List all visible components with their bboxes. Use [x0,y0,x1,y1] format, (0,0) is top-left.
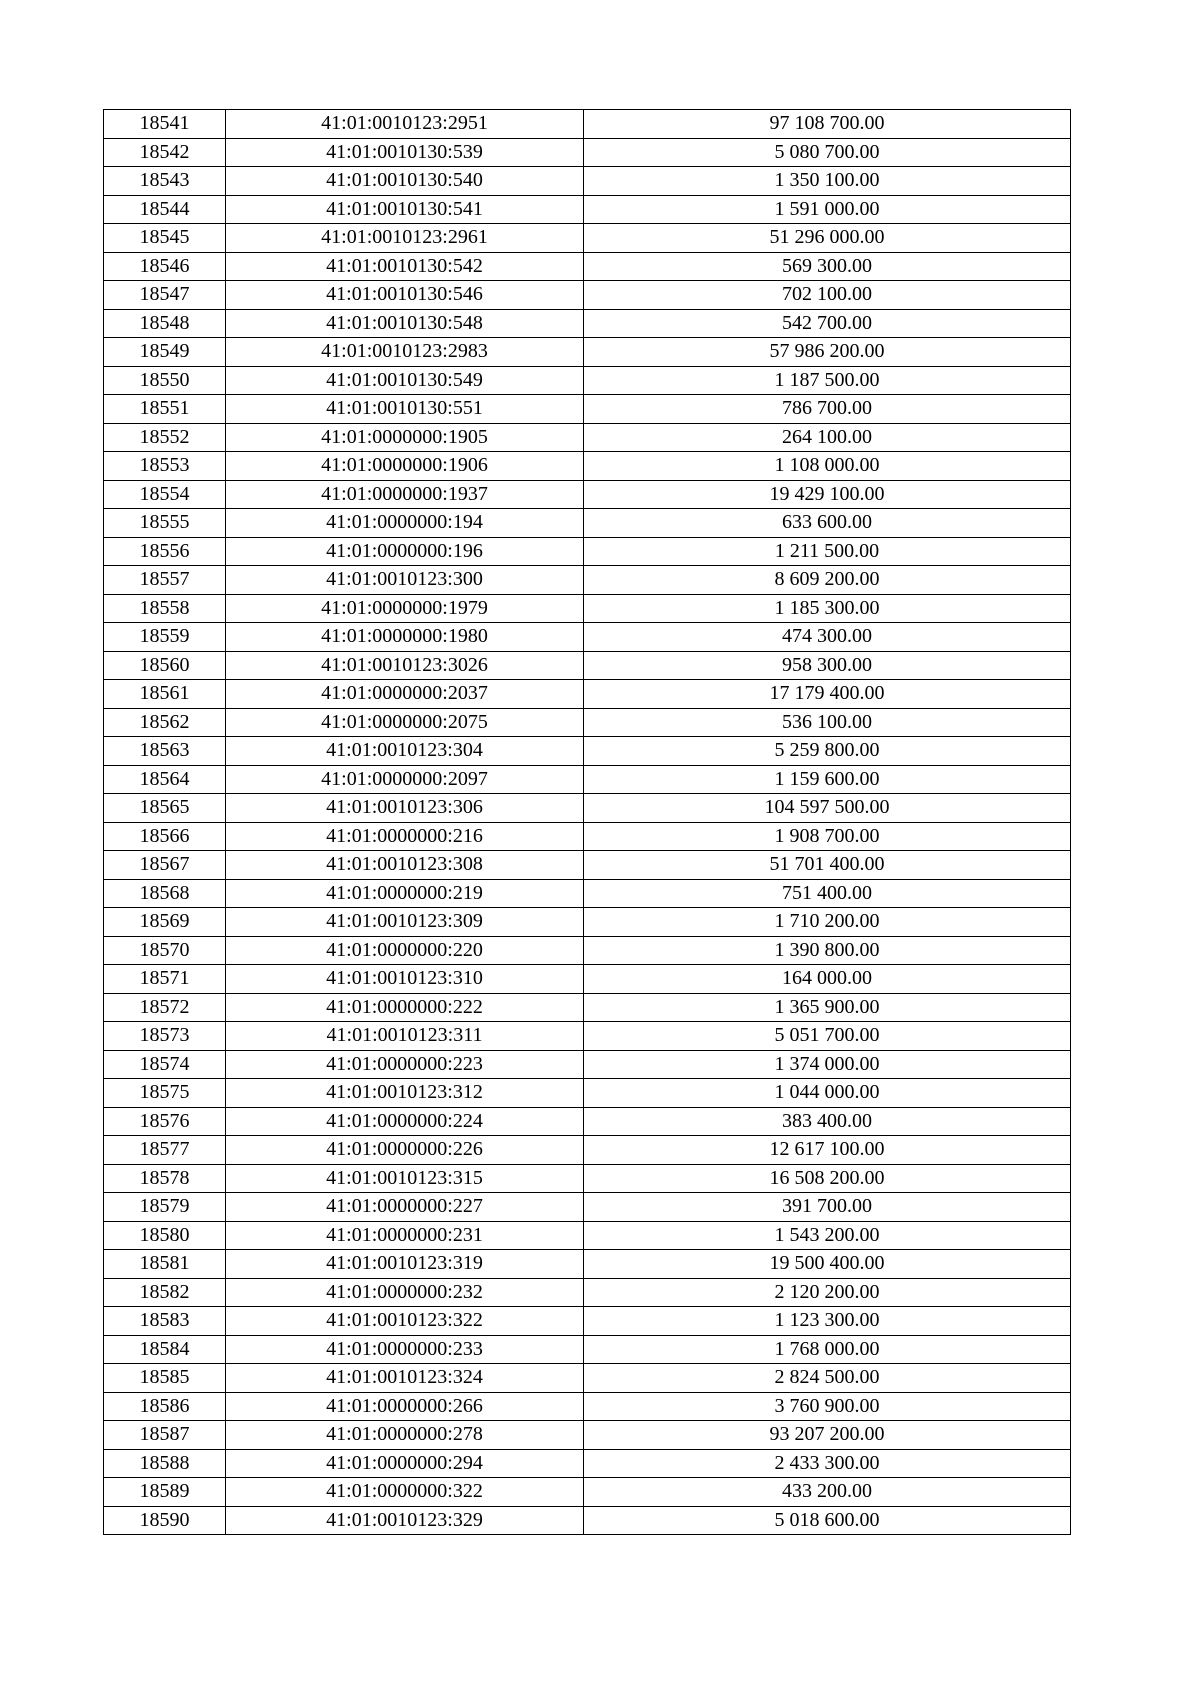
table-row [104,1335,1071,1364]
cadastral-number-cell: 41:01:0010130:541 [226,195,584,224]
cadastral-number-cell: 41:01:0000000:294 [226,1449,584,1478]
row-number-cell: 18555 [104,509,226,538]
row-number-cell: 18558 [104,594,226,623]
table-row [104,480,1071,509]
table-row [104,1164,1071,1193]
cadastral-number-cell: 41:01:0000000:1937 [226,480,584,509]
cadastral-number-cell: 41:01:0010130:539 [226,138,584,167]
row-number-cell: 18549 [104,338,226,367]
cadastral-number-cell: 41:01:0000000:278 [226,1421,584,1450]
cadastral-number-cell: 41:01:0000000:2097 [226,765,584,794]
table-row [104,1250,1071,1279]
table-body [104,110,1071,1535]
row-number-cell: 18589 [104,1478,226,1507]
value-cell: 536 100.00 [584,708,1071,737]
cadastral-number-cell: 41:01:0010130:546 [226,281,584,310]
table-row [104,566,1071,595]
table-row [104,1449,1071,1478]
cadastral-number-cell: 41:01:0000000:194 [226,509,584,538]
row-number-cell: 18565 [104,794,226,823]
value-cell: 104 597 500.00 [584,794,1071,823]
cadastral-number-cell: 41:01:0000000:216 [226,822,584,851]
table-row [104,765,1071,794]
value-cell: 17 179 400.00 [584,680,1071,709]
table-row [104,965,1071,994]
table-row [104,309,1071,338]
table-row [104,224,1071,253]
table-row [104,537,1071,566]
value-cell: 5 080 700.00 [584,138,1071,167]
row-number-cell: 18563 [104,737,226,766]
table-row [104,281,1071,310]
table-row [104,167,1071,196]
row-number-cell: 18545 [104,224,226,253]
row-number-cell: 18557 [104,566,226,595]
row-number-cell: 18564 [104,765,226,794]
row-number-cell: 18571 [104,965,226,994]
cadastral-number-cell: 41:01:0010130:548 [226,309,584,338]
table-row [104,1136,1071,1165]
row-number-cell: 18583 [104,1307,226,1336]
value-cell: 1 591 000.00 [584,195,1071,224]
table-row [104,1079,1071,1108]
table-row [104,594,1071,623]
table-row [104,1421,1071,1450]
table-row [104,338,1071,367]
cadastral-number-cell: 41:01:0000000:222 [226,993,584,1022]
table-row [104,1364,1071,1393]
cadastral-number-cell: 41:01:0000000:231 [226,1221,584,1250]
value-cell: 702 100.00 [584,281,1071,310]
table-row [104,138,1071,167]
cadastral-number-cell: 41:01:0000000:223 [226,1050,584,1079]
row-number-cell: 18543 [104,167,226,196]
cadastral-number-cell: 41:01:0000000:227 [226,1193,584,1222]
cadastral-number-cell: 41:01:0010123:300 [226,566,584,595]
table-row [104,936,1071,965]
cadastral-value-table [103,109,1071,1535]
value-cell: 57 986 200.00 [584,338,1071,367]
cadastral-number-cell: 41:01:0000000:226 [226,1136,584,1165]
row-number-cell: 18570 [104,936,226,965]
row-number-cell: 18547 [104,281,226,310]
table-row [104,1107,1071,1136]
row-number-cell: 18559 [104,623,226,652]
row-number-cell: 18588 [104,1449,226,1478]
cadastral-number-cell: 41:01:0000000:322 [226,1478,584,1507]
row-number-cell: 18590 [104,1506,226,1535]
table-row [104,993,1071,1022]
cadastral-number-cell: 41:01:0000000:232 [226,1278,584,1307]
value-cell: 5 018 600.00 [584,1506,1071,1535]
cadastral-number-cell: 41:01:0010130:551 [226,395,584,424]
row-number-cell: 18580 [104,1221,226,1250]
table-row [104,1392,1071,1421]
value-cell: 3 760 900.00 [584,1392,1071,1421]
value-cell: 19 429 100.00 [584,480,1071,509]
row-number-cell: 18541 [104,110,226,139]
row-number-cell: 18542 [104,138,226,167]
value-cell: 786 700.00 [584,395,1071,424]
value-cell: 5 051 700.00 [584,1022,1071,1051]
value-cell: 391 700.00 [584,1193,1071,1222]
cadastral-number-cell: 41:01:0010123:304 [226,737,584,766]
cadastral-number-cell: 41:01:0000000:266 [226,1392,584,1421]
row-number-cell: 18560 [104,651,226,680]
row-number-cell: 18579 [104,1193,226,1222]
value-cell: 1 908 700.00 [584,822,1071,851]
cadastral-number-cell: 41:01:0010123:2961 [226,224,584,253]
row-number-cell: 18552 [104,423,226,452]
cadastral-number-cell: 41:01:0010130:549 [226,366,584,395]
cadastral-number-cell: 41:01:0010123:319 [226,1250,584,1279]
cadastral-number-cell: 41:01:0010123:306 [226,794,584,823]
row-number-cell: 18584 [104,1335,226,1364]
table-row [104,708,1071,737]
row-number-cell: 18548 [104,309,226,338]
cadastral-number-cell: 41:01:0000000:1906 [226,452,584,481]
value-cell: 958 300.00 [584,651,1071,680]
value-cell: 93 207 200.00 [584,1421,1071,1450]
value-cell: 97 108 700.00 [584,110,1071,139]
value-cell: 12 617 100.00 [584,1136,1071,1165]
value-cell: 569 300.00 [584,252,1071,281]
table-row [104,423,1071,452]
cadastral-number-cell: 41:01:0000000:1980 [226,623,584,652]
cadastral-number-cell: 41:01:0010130:542 [226,252,584,281]
value-cell: 5 259 800.00 [584,737,1071,766]
table-row [104,366,1071,395]
value-cell: 19 500 400.00 [584,1250,1071,1279]
value-cell: 474 300.00 [584,623,1071,652]
row-number-cell: 18569 [104,908,226,937]
cadastral-number-cell: 41:01:0000000:1979 [226,594,584,623]
cadastral-number-cell: 41:01:0000000:220 [226,936,584,965]
cadastral-number-cell: 41:01:0010123:309 [226,908,584,937]
cadastral-number-cell: 41:01:0000000:233 [226,1335,584,1364]
row-number-cell: 18550 [104,366,226,395]
table-row [104,623,1071,652]
table-row [104,851,1071,880]
table-row [104,1307,1071,1336]
value-cell: 1 768 000.00 [584,1335,1071,1364]
table-row [104,252,1071,281]
cadastral-number-cell: 41:01:0000000:1905 [226,423,584,452]
cadastral-number-cell: 41:01:0010123:308 [226,851,584,880]
row-number-cell: 18566 [104,822,226,851]
cadastral-number-cell: 41:01:0010123:329 [226,1506,584,1535]
row-number-cell: 18561 [104,680,226,709]
cadastral-number-cell: 41:01:0010123:3026 [226,651,584,680]
value-cell: 264 100.00 [584,423,1071,452]
value-cell: 1 123 300.00 [584,1307,1071,1336]
value-cell: 1 390 800.00 [584,936,1071,965]
value-cell: 1 211 500.00 [584,537,1071,566]
cadastral-number-cell: 41:01:0010123:2951 [226,110,584,139]
value-cell: 2 433 300.00 [584,1449,1071,1478]
value-cell: 2 824 500.00 [584,1364,1071,1393]
cadastral-number-cell: 41:01:0010123:310 [226,965,584,994]
value-cell: 2 120 200.00 [584,1278,1071,1307]
row-number-cell: 18546 [104,252,226,281]
table-row [104,908,1071,937]
row-number-cell: 18582 [104,1278,226,1307]
table-row [104,1022,1071,1051]
value-cell: 1 374 000.00 [584,1050,1071,1079]
table-row [104,1278,1071,1307]
value-cell: 1 365 900.00 [584,993,1071,1022]
value-cell: 51 701 400.00 [584,851,1071,880]
row-number-cell: 18568 [104,879,226,908]
cadastral-number-cell: 41:01:0010123:324 [226,1364,584,1393]
cadastral-number-cell: 41:01:0000000:219 [226,879,584,908]
value-cell: 164 000.00 [584,965,1071,994]
cadastral-number-cell: 41:01:0000000:224 [226,1107,584,1136]
row-number-cell: 18575 [104,1079,226,1108]
value-cell: 383 400.00 [584,1107,1071,1136]
row-number-cell: 18572 [104,993,226,1022]
row-number-cell: 18551 [104,395,226,424]
row-number-cell: 18554 [104,480,226,509]
table-row [104,509,1071,538]
table-row [104,1221,1071,1250]
value-cell: 542 700.00 [584,309,1071,338]
value-cell: 1 350 100.00 [584,167,1071,196]
table-row [104,1050,1071,1079]
row-number-cell: 18573 [104,1022,226,1051]
table-row [104,651,1071,680]
value-cell: 751 400.00 [584,879,1071,908]
row-number-cell: 18576 [104,1107,226,1136]
table-row [104,195,1071,224]
value-cell: 433 200.00 [584,1478,1071,1507]
value-cell: 1 159 600.00 [584,765,1071,794]
value-cell: 1 187 500.00 [584,366,1071,395]
table-row [104,794,1071,823]
cadastral-number-cell: 41:01:0000000:2037 [226,680,584,709]
value-cell: 1 185 300.00 [584,594,1071,623]
cadastral-number-cell: 41:01:0010123:312 [226,1079,584,1108]
table-row [104,110,1071,139]
row-number-cell: 18567 [104,851,226,880]
row-number-cell: 18586 [104,1392,226,1421]
table-row [104,1193,1071,1222]
row-number-cell: 18577 [104,1136,226,1165]
value-cell: 1 044 000.00 [584,1079,1071,1108]
cadastral-number-cell: 41:01:0000000:2075 [226,708,584,737]
table-row [104,395,1071,424]
cadastral-number-cell: 41:01:0010123:311 [226,1022,584,1051]
value-cell: 633 600.00 [584,509,1071,538]
row-number-cell: 18544 [104,195,226,224]
cadastral-number-cell: 41:01:0010123:2983 [226,338,584,367]
table-row [104,452,1071,481]
cadastral-number-cell: 41:01:0010130:540 [226,167,584,196]
row-number-cell: 18581 [104,1250,226,1279]
table-row [104,680,1071,709]
cadastral-number-cell: 41:01:0000000:196 [226,537,584,566]
row-number-cell: 18578 [104,1164,226,1193]
table-row [104,1478,1071,1507]
cadastral-number-cell: 41:01:0010123:315 [226,1164,584,1193]
row-number-cell: 18556 [104,537,226,566]
value-cell: 51 296 000.00 [584,224,1071,253]
row-number-cell: 18553 [104,452,226,481]
table-row [104,737,1071,766]
value-cell: 1 108 000.00 [584,452,1071,481]
row-number-cell: 18574 [104,1050,226,1079]
row-number-cell: 18587 [104,1421,226,1450]
value-cell: 16 508 200.00 [584,1164,1071,1193]
table-row [104,1506,1071,1535]
row-number-cell: 18585 [104,1364,226,1393]
value-cell: 1 543 200.00 [584,1221,1071,1250]
row-number-cell: 18562 [104,708,226,737]
value-cell: 8 609 200.00 [584,566,1071,595]
cadastral-number-cell: 41:01:0010123:322 [226,1307,584,1336]
table-row [104,822,1071,851]
value-cell: 1 710 200.00 [584,908,1071,937]
table-row [104,879,1071,908]
